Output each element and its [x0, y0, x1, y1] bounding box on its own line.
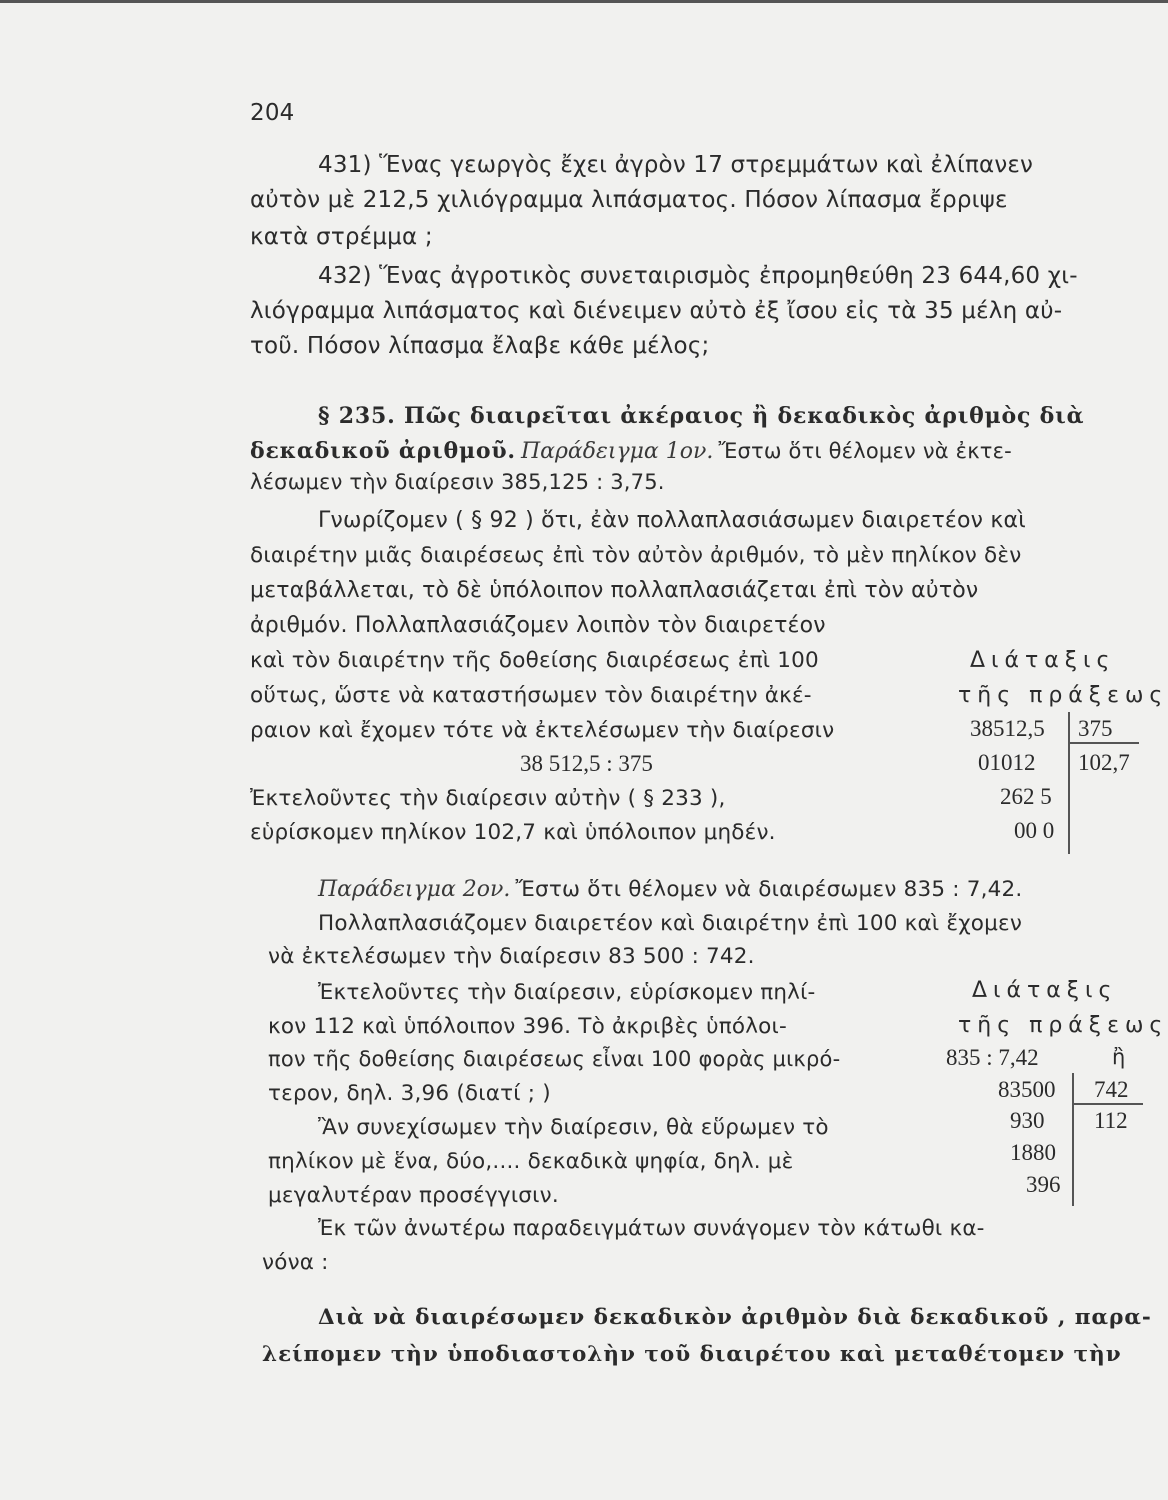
layout2-vertical-line [1072, 1073, 1074, 1206]
section-heading-line2 [250, 438, 1012, 464]
layout1-horizontal-line [1069, 742, 1139, 744]
example-1-label: Παράδειγμα 1ον. [520, 439, 714, 464]
paragraph1-line10: εὑρίσκομεν πηλίκον 102,7 καὶ ὑπόλοιπον μηδέν. [250, 820, 776, 845]
paragraph1-division: 38 512,5 : 375 [520, 751, 653, 776]
layout1-title1: Διάταξις [970, 648, 1116, 673]
exercise-432-line3: τοῦ. Πόσον λίπασμα ἔλαβε κάθε μέλος; [250, 333, 710, 359]
paragraph1-line5: καὶ τὸν διαιρέτην τῆς δοθείσης διαιρέσεως ἐπὶ 100 [250, 648, 819, 673]
layout2-dividend: 83500 [998, 1077, 1056, 1102]
paragraph1-line6: οὕτως, ὥστε νὰ καταστήσωμεν τὸν διαιρέτην ἀκέ- [250, 683, 812, 708]
layout1-row4: 00 0 [1014, 818, 1055, 843]
example2-line9: πηλίκον μὲ ἕνα, δύο,.... δεκαδικὰ ψηφία, δηλ. μὲ [268, 1149, 794, 1174]
example2-line10: μεγαλυτέραν προσέγγισιν. [268, 1183, 559, 1208]
layout1-dividend: 38512,5 [970, 716, 1045, 741]
example-2-label: Παράδειγμα 2ον. [318, 877, 511, 902]
layout2-horizontal-line [1073, 1103, 1143, 1105]
layout1-title2: τῆς πράξεως [958, 683, 1168, 708]
rule-line1: Διὰ νὰ διαιρέσωμεν δεκαδικὸν ἀριθμὸν διὰ δεκαδικοῦ , παρα- [318, 1305, 1152, 1330]
layout2-or: ἢ [1112, 1045, 1126, 1069]
paragraph1-line1: Γνωρίζομεν ( § 92 ) ὅτι, ἐὰν πολλαπλασιάσωμεν διαιρετέον καὶ [318, 508, 1026, 533]
section-heading-bold: δεκαδικοῦ ἀριθμοῦ. [250, 438, 516, 464]
example2-line3: νὰ ἐκτελέσωμεν τὴν διαίρεσιν 83 500 : 742. [268, 944, 755, 969]
exercise-431-line2: αὐτὸν μὲ 212,5 χιλιόγραμμα λιπάσματος. Πόσον λίπασμα ἔρριψε [250, 187, 1008, 213]
paragraph1-line9: Ἐκτελοῦντες τὴν διαίρεσιν αὐτὴν ( § 233 ), [250, 786, 726, 811]
exercise-431-line1: 431) Ἕνας γεωργὸς ἔχει ἀγρὸν 17 στρεμμάτων καὶ ἐλίπανεν [318, 152, 1034, 178]
layout2-title1: Διάταξις [972, 978, 1118, 1003]
section-heading-line3: λέσωμεν τὴν διαίρεσιν 385,125 : 3,75. [250, 470, 665, 494]
layout2-row2: 930 [1010, 1108, 1045, 1133]
example2-line2: Πολλαπλασιάζομεν διαιρετέον καὶ διαιρέτην ἐπὶ 100 καὶ ἔχομεν [318, 911, 1023, 936]
layout1-row3: 262 5 [1000, 784, 1052, 809]
paragraph1-line7: ραιον καὶ ἔχομεν τότε νὰ ἐκτελέσωμεν τὴν διαίρεσιν [250, 718, 835, 743]
layout1-divisor: 375 [1078, 716, 1113, 741]
layout1-vertical-line [1068, 712, 1070, 854]
example2-line1 [318, 877, 1022, 902]
example2-line5: κον 112 καὶ ὑπόλοιπον 396. Τὸ ἀκριβὲς ὑπόλοι- [268, 1014, 787, 1039]
conclusion-line1: Ἐκ τῶν ἀνωτέρω παραδειγμάτων συνάγομεν τὸν κάτωθι κα- [318, 1216, 985, 1241]
exercise-431-line3: κατὰ στρέμμα ; [250, 224, 433, 250]
example2-line6: πον τῆς δοθείσης διαιρέσεως εἶναι 100 φορὰς μικρό- [268, 1047, 841, 1071]
exercise-432-line1: 432) Ἕνας ἀγροτικὸς συνεταιρισμὸς ἐπρομηθεύθη 23 644,60 χι- [318, 263, 1078, 289]
conclusion-line2: νόνα : [262, 1250, 329, 1275]
page-number: 204 [250, 100, 295, 126]
example2-line8: Ἂν συνεχίσωμεν τὴν διαίρεσιν, θὰ εὕρωμεν τὸ [318, 1115, 829, 1140]
layout2-row3: 1880 [1010, 1140, 1056, 1165]
paragraph1-line4: ἀριθμόν. Πολλαπλασιάζομεν λοιπὸν τὸν διαιρετέον [250, 613, 826, 638]
layout2-divisor: 742 [1094, 1077, 1129, 1102]
layout2-row4: 396 [1026, 1172, 1061, 1197]
layout2-title2: τῆς πράξεως [958, 1013, 1168, 1038]
example2-text1: Ἔστω ὅτι θέλομεν νὰ διαιρέσωμεν 835 : 7,42. [515, 877, 1023, 902]
section-heading-line1: § 235. Πῶς διαιρεῖται ἀκέραιος ἢ δεκαδικὸς ἀριθμὸς διὰ [318, 403, 1085, 429]
layout2-equation: 835 : 7,42 [946, 1045, 1039, 1070]
example2-line4: Ἐκτελοῦντες τὴν διαίρεσιν, εὑρίσκομεν πηλί- [318, 980, 816, 1005]
layout1-row2: 01012 [978, 750, 1036, 775]
layout1-quotient: 102,7 [1078, 750, 1130, 775]
exercise-432-line2: λιόγραμμα λιπάσματος καὶ διένειμεν αὐτὸ ἐξ ἴσου εἰς τὰ 35 μέλη αὐ- [250, 298, 1063, 324]
layout2-quotient: 112 [1094, 1108, 1128, 1133]
paragraph1-line2: διαιρέτην μιᾶς διαιρέσεως ἐπὶ τὸν αὐτὸν ἀριθμόν, τὸ μὲν πηλίκον δὲν [250, 543, 1022, 568]
paragraph1-line3: μεταβάλλεται, τὸ δὲ ὑπόλοιπον πολλαπλασιάζεται ἐπὶ τὸν αὐτὸν [250, 578, 979, 603]
section-heading-rest: Ἔστω ὅτι θέλομεν νὰ ἐκτε- [718, 439, 1012, 463]
rule-line2: λείπομεν τὴν ὑποδιαστολὴν τοῦ διαιρέτου καὶ μεταθέτομεν τὴν [262, 1342, 1122, 1367]
page-top-edge [0, 0, 1168, 3]
example2-line7: τερον, δηλ. 3,96 (διατί ; ) [268, 1081, 551, 1106]
